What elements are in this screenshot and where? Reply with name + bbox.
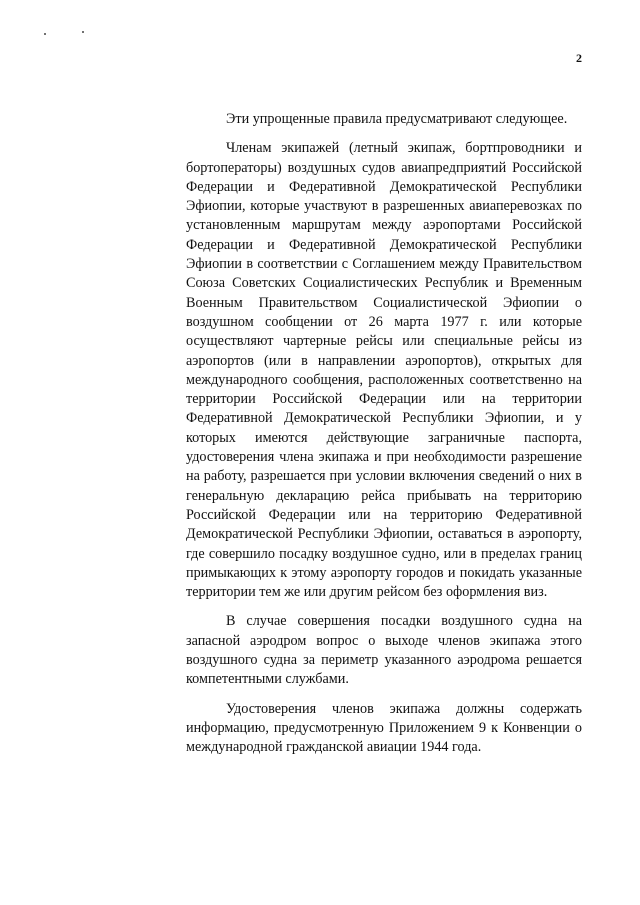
scan-artifact-dot [82,31,84,33]
paragraph: В случае совершения посадки воздушного судна на запасной аэродром вопрос о выходе членов экипажа этого воздушного судна за периметр указанного аэродрома решается компетентными службами. [186,613,582,688]
scan-artifact-dot [44,33,46,35]
paragraph: Эти упрощенные правила предусматривают следующее. [226,111,568,127]
page-number: 2 [576,51,582,65]
paragraph: Членам экипажей (летный экипаж, бортпроводники и бортоператоры) воздушных судов авиапредприятий Российской Федерации и Федеративной Демократической Республики Эфиопии, которые участвуют в разрешенных авиаперевозках по установленным маршрутам между аэропортами Российской Федерации и Федеративной Демократической Республики Эфиопии в соответствии с Соглашением между Правительством Союза Советских Социалистических Республик и Временным Военным Правительством Социалистической Эфиопии о воздушном сообщении от 26 марта 1977 г. или которые осуществляют чартерные рейсы или специальные рейсы из аэропортов (или в направлении аэропортов), открытых для международного сообщения, расположенных соответственно на территории Российской Федерации или на территории Федеративной Демократической Республики Эфиопии, и у которых имеются действующие заграничные паспорта, удостоверения члена экипажа и при необходимости разрешение на работу, разрешается при условии включения сведений о них в генеральную декларацию рейса прибывать на территорию Российской Федерации или на территорию Федеративной Демократической Республики Эфиопии, оставаться в аэропорту, где совершило посадку воздушное судно, или в пределах границ примыкающих к этому аэропорту городов и покидать указанные территории тем же или другим рейсом без оформления виз. [186,140,582,601]
document-body [186,110,582,758]
paragraph: Удостоверения членов экипажа должны содержать информацию, предусмотренную Приложением 9 к Конвенции о международной гражданской авиации 1944 года. [186,700,582,756]
